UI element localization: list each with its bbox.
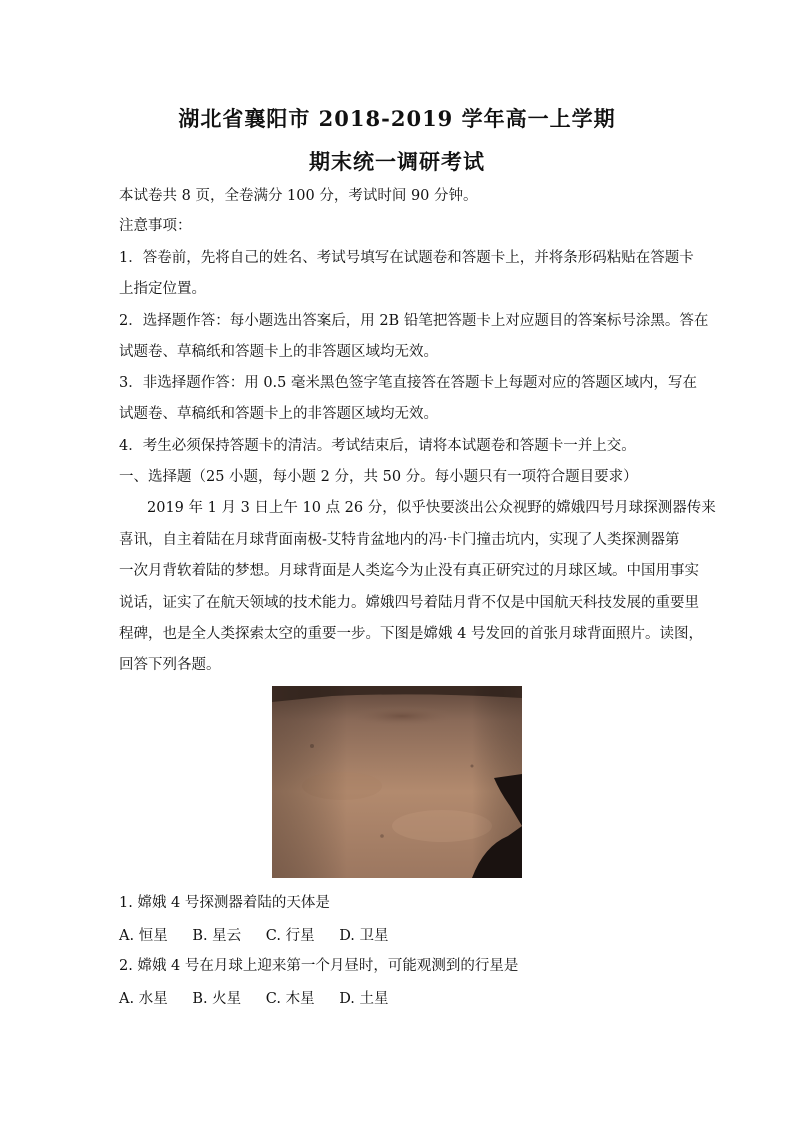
exam-subtitle: 期末统一调研考试 xyxy=(309,149,485,174)
notice-line: 1．答卷前，先将自己的姓名、考试号填写在试题卷和答题卡上，并将条形码粘贴在答题卡 xyxy=(119,250,694,266)
option-a: A. 恒星 xyxy=(119,928,168,944)
question-2-options xyxy=(119,987,409,1008)
exam-title: 湖北省襄阳市 2018-2019 学年高一上学期 xyxy=(178,106,616,131)
question-1-options xyxy=(119,924,409,945)
section-heading: 一、选择题（25 小题，每小题 2 分，共 50 分。每小题只有一项符合题目要求） xyxy=(119,469,638,485)
option-a: A. 水星 xyxy=(119,991,168,1007)
lunar-surface-image xyxy=(272,686,522,878)
option-d: D. 卫星 xyxy=(339,928,389,944)
option-c: C. 木星 xyxy=(265,991,315,1007)
option-c: C. 行星 xyxy=(265,928,315,944)
notice-line: 4．考生必须保持答题卡的清洁。考试结束后，请将本试题卷和答题卡一并上交。 xyxy=(119,438,636,454)
passage-line: 回答下列各题。 xyxy=(119,657,221,673)
notice-line: 上指定位置。 xyxy=(119,281,206,297)
notice-line: 试题卷、草稿纸和答题卡上的非答题区域均无效。 xyxy=(119,406,438,422)
passage-line: 2019 年 1 月 3 日上午 10 点 26 分，似乎快要淡出公众视野的嫦娥四号月球探测器传来 xyxy=(147,500,716,516)
option-b: B. 火星 xyxy=(192,991,242,1007)
lunar-far-side-photo xyxy=(272,686,522,878)
passage-line: 程碑，也是全人类探索太空的重要一步。下图是嫦娥 4 号发回的首张月球背面照片。读图， xyxy=(119,626,703,642)
notice-heading: 注意事项： xyxy=(119,218,192,234)
exam-intro: 本试卷共 8 页，全卷满分 100 分，考试时间 90 分钟。 xyxy=(119,188,478,204)
option-b: B. 星云 xyxy=(192,928,242,944)
question-2-stem: 2. 嫦娥 4 号在月球上迎来第一个月昼时，可能观测到的行星是 xyxy=(119,958,519,974)
notice-line: 3．非选择题作答：用 0.5 毫米黑色签字笔直接答在答题卡上每题对应的答题区域内，写在 xyxy=(119,375,697,391)
passage-line: 说话，证实了在航天领域的技术能力。嫦娥四号着陆月背不仅是中国航天科技发展的重要里 xyxy=(119,595,699,611)
notice-line: 2．选择题作答：每小题选出答案后，用 2B 铅笔把答题卡上对应题目的答案标号涂黑。答在 xyxy=(119,313,709,329)
notice-line: 试题卷、草稿纸和答题卡上的非答题区域均无效。 xyxy=(119,344,438,360)
passage-line: 喜讯，自主着陆在月球背面南极-艾特肯盆地内的冯·卡门撞击坑内，实现了人类探测器第 xyxy=(119,532,680,548)
question-1-stem: 1. 嫦娥 4 号探测器着陆的天体是 xyxy=(119,895,330,911)
option-d: D. 土星 xyxy=(339,991,389,1007)
passage-line: 一次月背软着陆的梦想。月球背面是人类迄今为止没有真正研究过的月球区域。中国用事实 xyxy=(119,563,699,579)
